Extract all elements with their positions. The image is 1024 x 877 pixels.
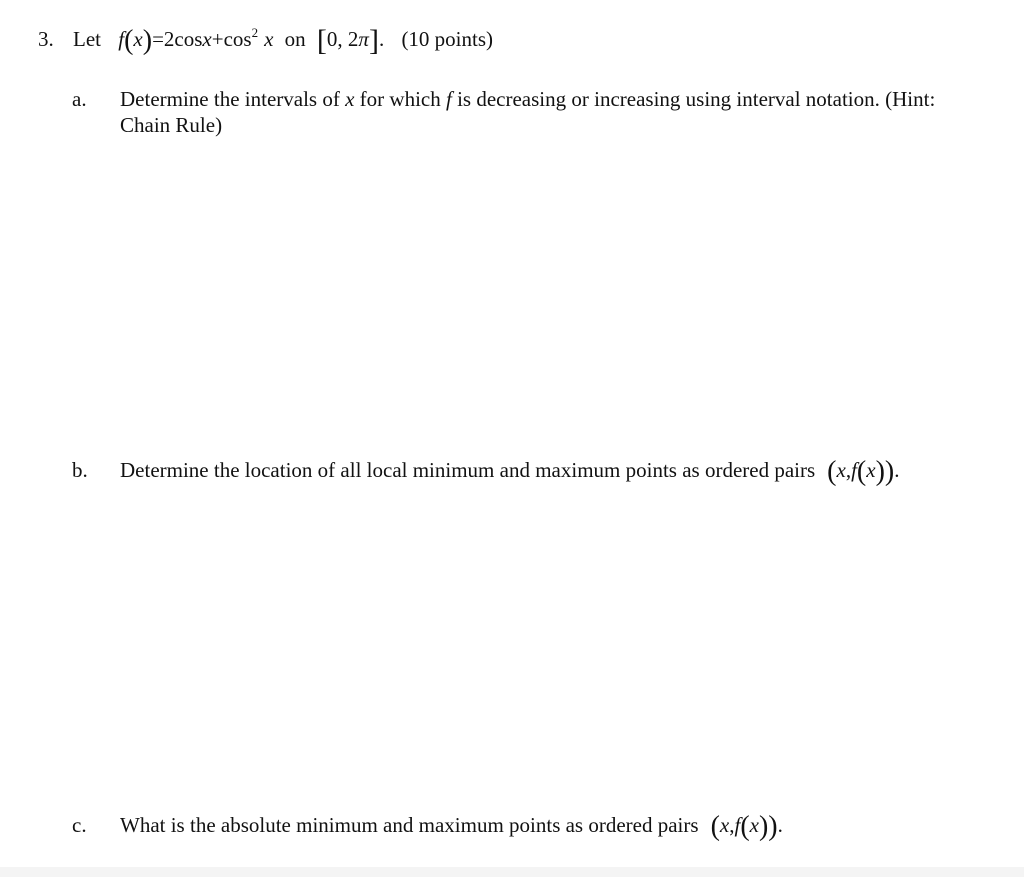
function-definition bbox=[118, 25, 274, 56]
variable-x: x bbox=[719, 813, 730, 837]
inner-paren-open: ( bbox=[856, 456, 867, 487]
ordered-pair bbox=[827, 456, 900, 487]
ordered-pair bbox=[710, 811, 783, 842]
function-name: f bbox=[851, 458, 857, 482]
term-cos: cos bbox=[223, 27, 252, 51]
inner-paren-close: ) bbox=[875, 456, 885, 487]
part-a-text-start: Determine the intervals of bbox=[120, 87, 346, 111]
plus-sign: + bbox=[211, 27, 224, 51]
variable-x: x bbox=[866, 458, 876, 482]
pair-paren-close: ) bbox=[884, 456, 895, 487]
function-name: f bbox=[734, 813, 741, 837]
inner-paren-open: ( bbox=[740, 811, 750, 842]
pair-comma: , bbox=[845, 458, 852, 482]
pi-symbol: π bbox=[358, 27, 369, 51]
part-a-text bbox=[120, 86, 935, 112]
equals-sign: = bbox=[152, 27, 164, 51]
part-a-text-line2: Chain Rule) bbox=[120, 113, 223, 137]
variable-x: x bbox=[202, 27, 212, 51]
variable-x: x bbox=[345, 87, 355, 111]
period: . bbox=[378, 27, 385, 51]
page-bottom-edge bbox=[0, 867, 1024, 877]
part-b-question: Determine the location of all local minimum and maximum points as ordered pairs bbox=[120, 458, 816, 482]
variable-x: x bbox=[264, 27, 274, 51]
let-word: Let bbox=[73, 27, 101, 51]
inner-paren-close: ) bbox=[758, 811, 769, 842]
pair-comma: , bbox=[729, 813, 735, 837]
variable-x: x bbox=[133, 27, 143, 51]
interval-bounds: 0, 2 bbox=[326, 27, 359, 51]
points-label: (10 points) bbox=[401, 27, 494, 51]
part-a-text-end: is decreasing or increasing using interval notation. (Hint: bbox=[451, 87, 936, 111]
problem-number: 3. bbox=[38, 27, 54, 51]
function-name: f bbox=[118, 27, 125, 51]
function-name: f bbox=[445, 87, 452, 111]
exponent-2: 2 bbox=[251, 25, 259, 40]
bracket-close: ] bbox=[368, 24, 379, 57]
period: . bbox=[777, 813, 783, 837]
part-a-text-mid: for which bbox=[354, 87, 446, 111]
variable-x: x bbox=[749, 813, 759, 837]
paren-open: ( bbox=[124, 25, 134, 56]
part-a-marker: a. bbox=[72, 87, 87, 111]
problem-statement bbox=[73, 24, 494, 57]
part-c-text bbox=[120, 811, 783, 842]
pair-paren-open: ( bbox=[827, 456, 837, 487]
part-b-text bbox=[120, 456, 900, 487]
paren-close: ) bbox=[142, 25, 153, 56]
pair-paren-open: ( bbox=[710, 811, 720, 842]
variable-x: x bbox=[836, 458, 846, 482]
period: . bbox=[894, 458, 900, 482]
on-word: on bbox=[284, 27, 306, 51]
term-2cos: 2cos bbox=[163, 27, 203, 51]
part-c-marker: c. bbox=[72, 813, 87, 837]
part-b-marker: b. bbox=[72, 458, 88, 482]
domain-interval bbox=[316, 24, 385, 57]
pair-paren-close: ) bbox=[768, 811, 778, 842]
part-c-question: What is the absolute minimum and maximum points as ordered pairs bbox=[120, 813, 699, 837]
bracket-open: [ bbox=[316, 24, 327, 57]
